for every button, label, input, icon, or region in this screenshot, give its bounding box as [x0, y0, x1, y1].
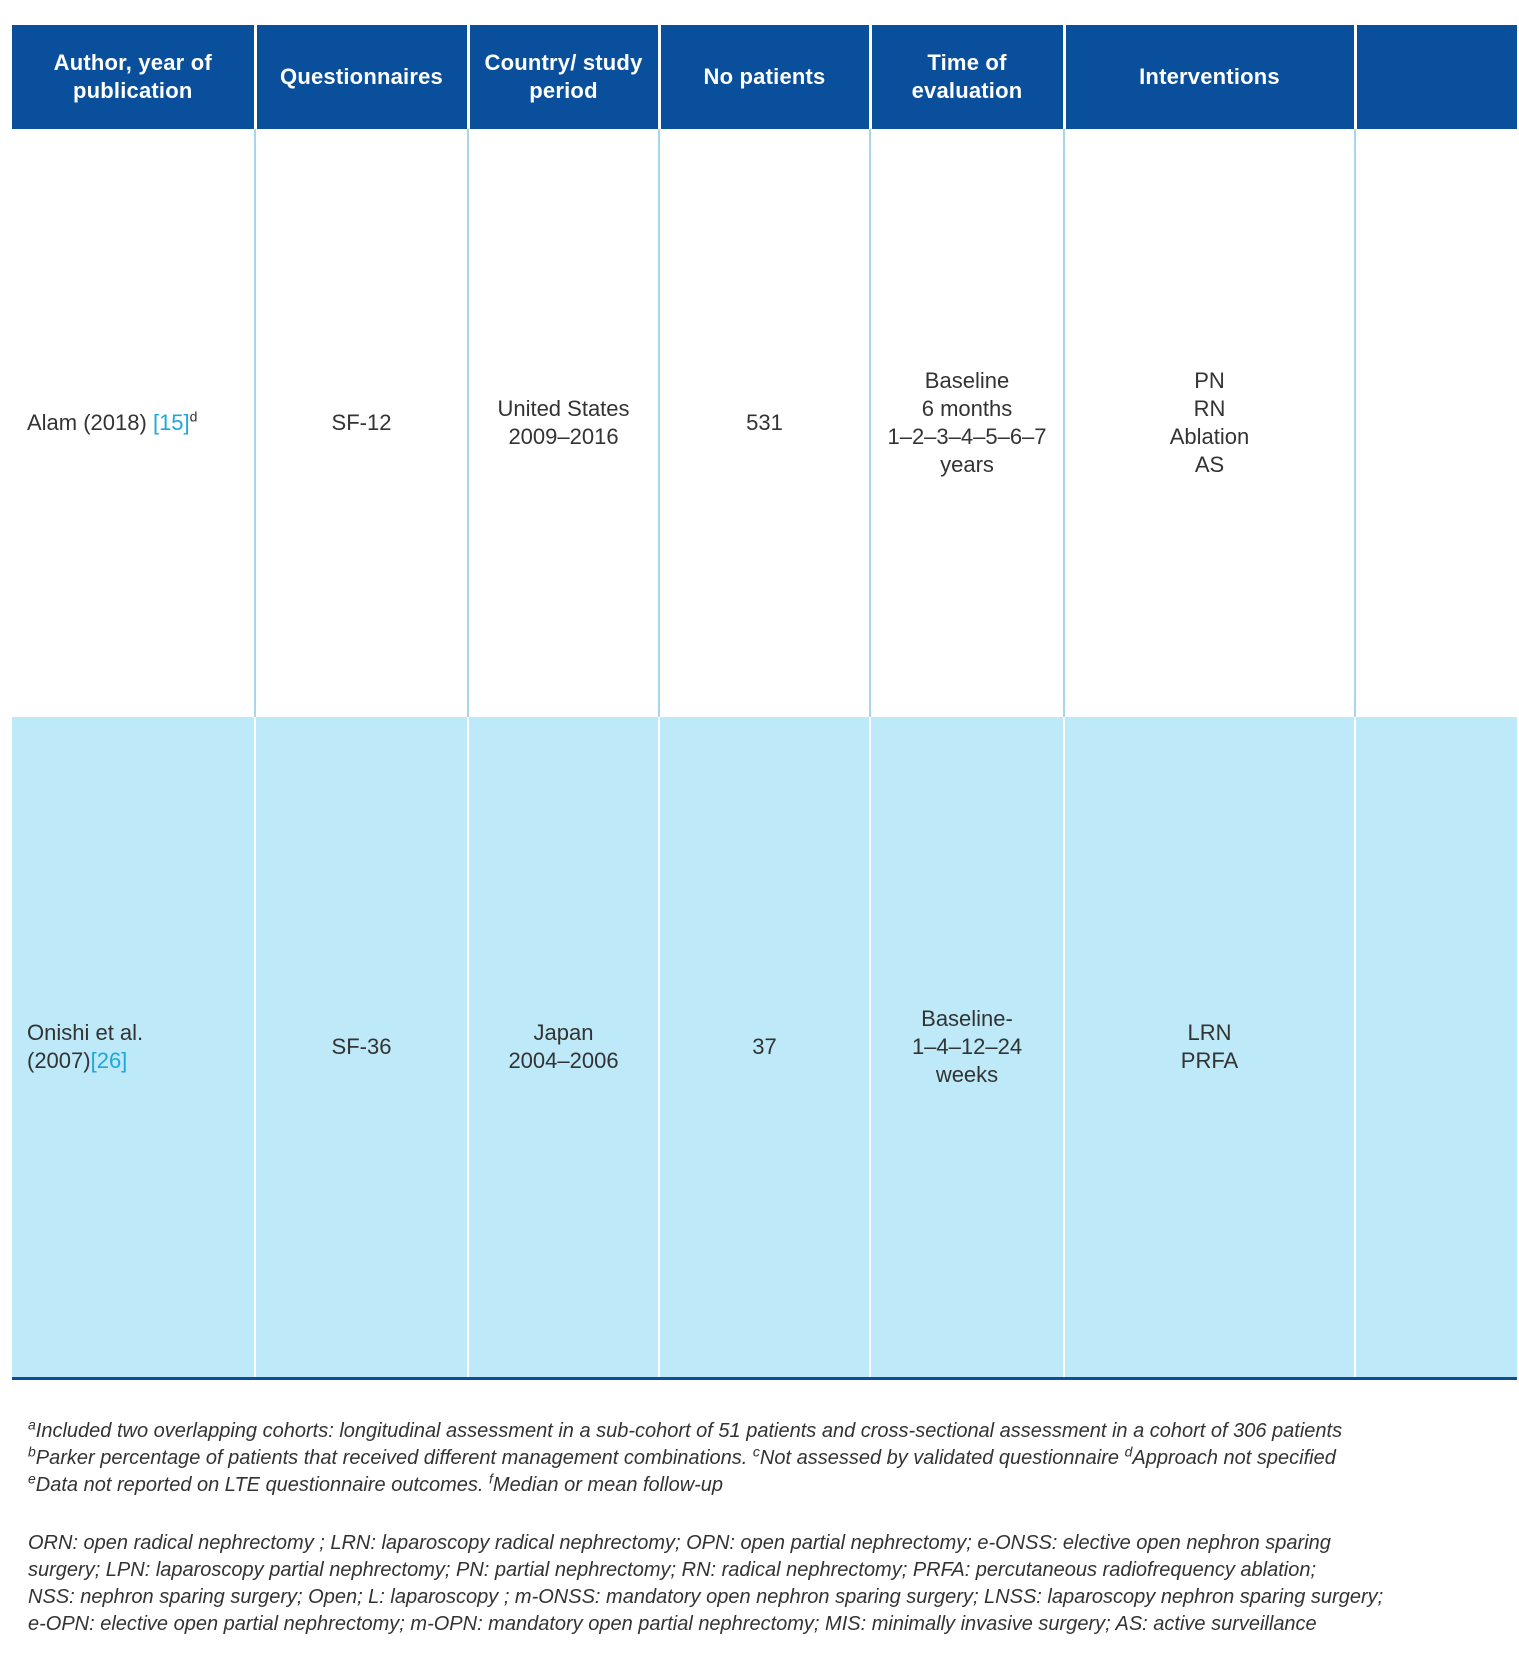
header-country-period: Country/ study period: [468, 25, 659, 129]
footnote-mark: c: [752, 1443, 760, 1460]
footnote-mark: a: [28, 1416, 36, 1433]
reference-link[interactable]: [26]: [90, 1048, 128, 1073]
intervention-line: LRN: [1187, 1020, 1232, 1045]
header-author: Author, year of publication: [12, 25, 255, 129]
footnote-mark: b: [28, 1443, 36, 1460]
cell-questionnaire: SF-36: [255, 717, 468, 1379]
header-time-of-evaluation: Time of evaluation: [870, 25, 1064, 129]
evaluation-line: 6 months: [921, 396, 1013, 421]
evaluation-line: 1–4–12–24 weeks: [911, 1034, 1023, 1087]
abbreviation-line: ORN: open radical nephrectomy ; LRN: laparoscopy radical nephrectomy; OPN: open partial nephrectomy; e-ONSS: elective open nephron sparing: [28, 1532, 1331, 1554]
abbreviation-line: e-OPN: elective open partial nephrectomy; m-OPN: mandatory open partial nephrectomy; MIS: minimally invasive surgery; AS: active surveillance: [28, 1613, 1317, 1635]
footnote-a: [28, 1418, 1498, 1445]
intervention-line: AS: [1194, 452, 1225, 477]
cell-evaluation: [870, 129, 1064, 717]
period-text: 2009–2016: [508, 424, 619, 449]
header-cut-off-column: [1355, 25, 1517, 129]
cell-cut-off: [1355, 717, 1517, 1379]
cell-author: [12, 129, 255, 717]
header-questionnaires: Questionnaires: [255, 25, 468, 129]
cell-evaluation: [870, 717, 1064, 1379]
table-row: [12, 129, 1517, 717]
footnote-mark: d: [189, 408, 198, 425]
cell-country-period: [468, 717, 659, 1379]
evaluation-line: years: [940, 452, 994, 477]
cell-questionnaire: SF-12: [255, 129, 468, 717]
cell-country-period: [468, 129, 659, 717]
footnote-b-c-d: [28, 1445, 1498, 1472]
table-footnotes: [28, 1418, 1498, 1499]
evaluation-line: 1–2–3–4–5–6–7: [887, 424, 1047, 449]
cell-author: [12, 717, 255, 1379]
footnote-text: Approach not specified: [1132, 1447, 1336, 1469]
cell-interventions: [1064, 129, 1355, 717]
studies-table: [12, 25, 1517, 1380]
cell-patients: 37: [659, 717, 870, 1379]
footnote-mark: f: [489, 1470, 493, 1487]
country-text: United States: [497, 396, 630, 421]
intervention-line: RN: [1193, 396, 1226, 421]
author-year: (2007): [27, 1048, 91, 1073]
footnote-text: Data not reported on LTE questionnaire outcomes.: [35, 1474, 490, 1496]
footnote-text: Median or mean follow-up: [492, 1474, 724, 1496]
abbreviations-list: [28, 1530, 1498, 1638]
period-text: 2004–2006: [508, 1048, 619, 1073]
table-row: [12, 717, 1517, 1379]
footnote-mark: e: [28, 1470, 36, 1487]
intervention-line: PN: [1194, 368, 1225, 393]
evaluation-line: Baseline: [924, 368, 1010, 393]
author-text: Onishi et al.: [27, 1020, 144, 1045]
abbreviation-line: surgery; LPN: laparoscopy partial nephrectomy; PN: partial nephrectomy; RN: radical nephrectomy; PRFA: percutaneous radiofrequency ablation;: [28, 1559, 1317, 1581]
table-header-row: [12, 25, 1517, 129]
intervention-line: Ablation: [1169, 424, 1250, 449]
country-text: Japan: [533, 1020, 594, 1045]
header-interventions: Interventions: [1064, 25, 1355, 129]
cell-interventions: [1064, 717, 1355, 1379]
evaluation-line: Baseline-: [921, 1006, 1013, 1031]
footnote-mark: d: [1124, 1443, 1133, 1460]
reference-link[interactable]: [15]: [152, 410, 190, 435]
header-no-patients: No patients: [659, 25, 870, 129]
author-text: Alam (2018): [27, 410, 153, 435]
cell-cut-off: [1355, 129, 1517, 717]
footnote-e-f: [28, 1472, 1498, 1499]
footnote-text: Parker percentage of patients that received different management combinations.: [35, 1447, 753, 1469]
footnote-text: Included two overlapping cohorts: longitudinal assessment in a sub-cohort of 51 patients and cross-sectional assessment in a cohort of 306 patients: [35, 1420, 1343, 1442]
cell-patients: 531: [659, 129, 870, 717]
intervention-line: PRFA: [1180, 1048, 1239, 1073]
abbreviation-line: NSS: nephron sparing surgery; Open; L: laparoscopy ; m-ONSS: mandatory open nephron sparing surgery; LNSS: laparoscopy nephron sparing surgery;: [28, 1586, 1384, 1608]
footnote-text: Not assessed by validated questionnaire: [759, 1447, 1125, 1469]
